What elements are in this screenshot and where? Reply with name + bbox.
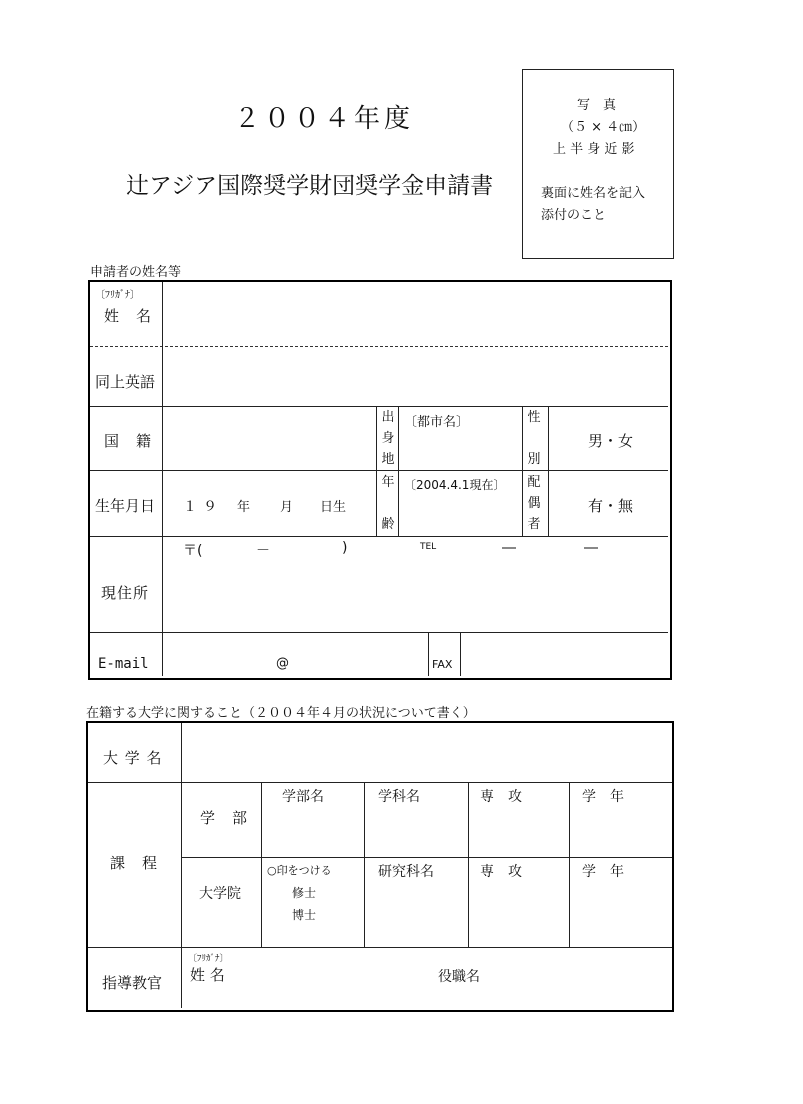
position-label: 役職名 [438, 969, 480, 985]
course-label: 課 程 [110, 854, 159, 872]
doctoral-option[interactable]: 博士 [292, 908, 317, 922]
name-field[interactable] [164, 284, 666, 344]
name-label: 姓 名 [104, 307, 153, 325]
col-divider [261, 782, 262, 947]
sex-label-char: 別 [527, 452, 541, 467]
spouse-label-char: 者 [527, 517, 541, 532]
age-label [377, 472, 399, 534]
postal-dash: － [256, 543, 270, 559]
spouse-options[interactable]: 有・無 [588, 497, 634, 515]
age-field[interactable] [400, 494, 520, 534]
col-divider [428, 632, 429, 676]
university-name-field[interactable] [184, 724, 670, 780]
department-field[interactable] [366, 806, 466, 856]
birthdate-month-unit: 月 [280, 500, 294, 515]
applicant-section-label: 申請者の姓名等 [90, 265, 182, 280]
age-date-note: 〔2004.4.1現在〕 [404, 478, 506, 492]
email-field[interactable] [164, 634, 426, 674]
graduate-school-label: 研究科名 [378, 864, 434, 880]
graduate-school-field[interactable] [366, 882, 466, 944]
form-title: 辻アジア国際奨学財団奨学金申請書 [126, 173, 494, 199]
fax-label: FAX [432, 658, 453, 671]
photo-box [522, 69, 674, 259]
furigana-label: 〔ﾌﾘｶﾞﾅ〕 [95, 290, 140, 301]
advisor-name-field[interactable] [184, 950, 424, 1006]
photo-size: （５ × ４㎝） [561, 120, 646, 135]
birthdate-century: １９ [183, 499, 223, 515]
row-divider [88, 947, 672, 948]
email-label: E-mail [98, 656, 149, 672]
grad-major-field[interactable] [470, 882, 568, 944]
birthdate-label: 生年月日 [95, 497, 156, 515]
label-col-divider [162, 282, 163, 676]
birthplace-field[interactable] [400, 430, 520, 468]
postal-close: ) [342, 540, 348, 556]
fax-field[interactable] [462, 634, 666, 674]
age-label-char: 年 [381, 475, 395, 490]
label-col-divider [181, 723, 182, 1008]
nationality-field[interactable] [164, 408, 374, 468]
grad-major-label: 専 攻 [480, 864, 522, 880]
photo-label: 写 真 [577, 98, 617, 113]
address-label: 現住所 [101, 584, 150, 602]
city-name-label: 〔都市名〕 [404, 415, 470, 430]
position-field[interactable] [490, 950, 670, 1006]
advisor-name-label: 姓 名 [190, 966, 225, 984]
university-section-label: 在籍する大学に関すること（２００４年４月の状況について書く） [86, 706, 476, 721]
photo-note-name-back: 裏面に姓名を記入 [541, 186, 646, 201]
sex-label-char: 性 [527, 410, 541, 425]
grad-year-field[interactable] [571, 882, 669, 944]
undergrad-label: 学 部 [200, 809, 249, 827]
col-divider [364, 782, 365, 947]
nationality-label: 国 籍 [104, 432, 153, 450]
english-name-field[interactable] [164, 348, 666, 404]
name-english-divider [90, 346, 668, 347]
birthplace-label-char: 出 [381, 410, 395, 425]
at-mark: @ [276, 656, 289, 671]
undergrad-major-label: 専 攻 [480, 789, 522, 805]
university-name-label: 大 学 名 [103, 749, 163, 767]
sex-label [523, 407, 545, 469]
row-divider [90, 536, 668, 537]
tel-label: TEL [420, 542, 437, 552]
birthplace-label [377, 407, 399, 470]
row-divider [88, 782, 672, 783]
tel-dash: ― [502, 540, 516, 556]
grad-year-label: 学 年 [582, 864, 624, 880]
col-divider [460, 632, 461, 676]
department-label: 学科名 [378, 789, 420, 805]
english-name-label: 同上英語 [95, 373, 156, 391]
faculty-field[interactable] [263, 806, 363, 856]
faculty-label: 学部名 [282, 789, 324, 805]
photo-note-upper-body: 上 半 身 近 影 [553, 142, 635, 157]
postal-mark: 〒( [183, 543, 203, 559]
spouse-label-char: 偶 [527, 496, 541, 511]
row-divider [90, 470, 668, 471]
age-label-char: 齢 [381, 517, 395, 532]
spouse-label-char: 配 [527, 475, 541, 490]
birthplace-label-char: 地 [381, 452, 395, 467]
col-divider [468, 782, 469, 947]
spouse-label [523, 472, 545, 535]
circle-note: ○印をつける [267, 864, 332, 877]
birthplace-label-char: 身 [381, 431, 395, 446]
col-divider [548, 406, 549, 536]
sex-options[interactable]: 男・女 [588, 432, 634, 450]
undergrad-year-label: 学 年 [582, 789, 624, 805]
advisor-label: 指導教官 [102, 974, 163, 992]
birthdate-day-unit: 日生 [320, 500, 347, 515]
tel-dash: ― [584, 540, 598, 556]
birthdate-year-unit: 年 [237, 500, 251, 515]
undergrad-year-field[interactable] [571, 806, 669, 856]
advisor-furigana-label: 〔ﾌﾘｶﾞﾅ〕 [188, 954, 229, 964]
row-divider [90, 632, 668, 633]
grad-label: 大学院 [199, 886, 241, 902]
col-divider [569, 782, 570, 947]
masters-option[interactable]: 修士 [292, 886, 317, 900]
row-divider [182, 857, 672, 858]
birthdate-field[interactable] [164, 472, 374, 534]
address-field[interactable] [164, 558, 666, 630]
form-year-title: ２００４年度 [234, 104, 415, 134]
photo-note-attach: 添付のこと [541, 208, 607, 223]
undergrad-major-field[interactable] [470, 806, 568, 856]
